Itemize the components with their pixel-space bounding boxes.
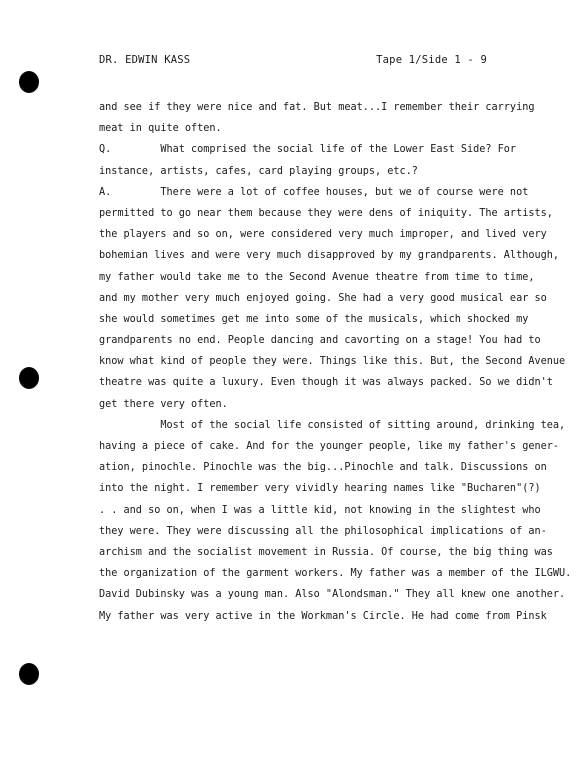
transcript-line: know what kind of people they were. Things like this. But, the Second Avenue: [99, 356, 566, 368]
transcript-line: David Dubinsky was a young man. Also "Alondsman." They all knew one another.: [99, 589, 566, 601]
transcript-line: get there very often.: [99, 398, 228, 410]
transcript-body: [99, 97, 572, 627]
transcript-line: my father would take me to the Second Avenue theatre from time to time,: [99, 271, 535, 283]
transcript-line: they were. They were discussing all the philosophical implications of an-: [99, 525, 547, 537]
binder-hole: [19, 367, 39, 389]
transcript-line: bohemian lives and were very much disapproved by my grandparents. Although,: [99, 250, 560, 262]
transcript-line: permitted to go near them because they were dens of iniquity. The artists,: [99, 207, 553, 219]
transcript-line: the organization of the garment workers. My father was a member of the ILGWU.: [99, 568, 572, 580]
transcript-line: Q. What comprised the social life of the Lower East Side? For: [99, 144, 517, 156]
transcript-line: grandparents no end. People dancing and cavorting on a stage! You had to: [99, 335, 541, 347]
interviewee-name: DR. EDWIN KASS: [99, 54, 191, 66]
transcript-line: ation, pinochle. Pinochle was the big...Pinochle and talk. Discussions on: [99, 462, 547, 474]
transcript-line: A. There were a lot of coffee houses, but we of course were not: [99, 186, 529, 198]
transcript-line: she would sometimes get me into some of the musicals, which shocked my: [99, 313, 529, 325]
transcript-line: instance, artists, cafes, card playing groups, etc.?: [99, 165, 418, 177]
transcript-line: archism and the socialist movement in Russia. Of course, the big thing was: [99, 546, 553, 558]
transcript-line: theatre was quite a luxury. Even though it was always packed. So we didn't: [99, 377, 553, 389]
transcript-line: My father was very active in the Workman's Circle. He had come from Pinsk: [99, 610, 547, 622]
binder-hole: [19, 663, 39, 685]
page-header: [99, 54, 487, 70]
transcript-line: having a piece of cake. And for the younger people, like my father's gener-: [99, 441, 560, 452]
transcript-line: into the night. I remember very vividly hearing names like "Bucharen"(?): [99, 483, 541, 495]
binder-hole: [19, 71, 39, 93]
transcript-line: the players and so on, were considered very much improper, and lived very: [99, 229, 547, 241]
transcript-line: . . and so on, when I was a little kid, not knowing in the slightest who: [99, 504, 541, 516]
transcript-line: Most of the social life consisted of sitting around, drinking tea,: [99, 419, 566, 431]
transcript-line: and my mother very much enjoyed going. She had a very good musical ear so: [99, 292, 547, 304]
transcript-line: meat in quite often.: [99, 123, 222, 135]
transcript-line: and see if they were nice and fat. But meat...I remember their carrying: [99, 102, 535, 113]
tape-page-label: Tape 1/Side 1 - 9: [376, 54, 487, 66]
